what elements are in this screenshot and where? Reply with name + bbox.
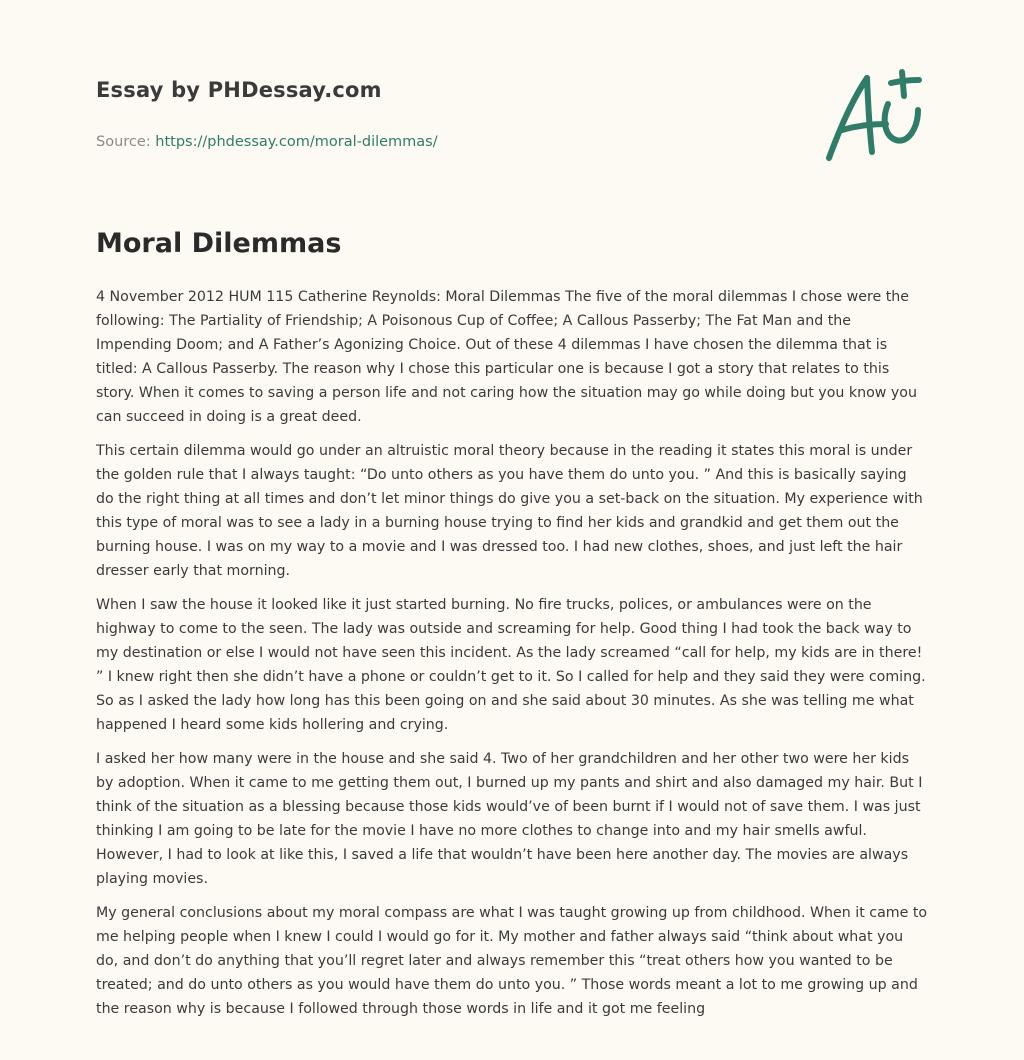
essay-title: Moral Dilemmas	[96, 228, 342, 259]
essay-paragraph: 4 November 2012 HUM 115 Catherine Reynolds: Moral Dilemmas The five of the moral dilemmas I chose were the following: The Partiality of Friendship; A Poisonous Cup of Coffee; A Callous Passerby; The Fat Man and the Impending Doom; and A Father’s Agonizing Choice. Out of these 4 dilemmas I have chosen the dilemma that is titled: A Callous Passerby. The reason why I chose this particular one is because I got a story that relates to this story. When it comes to saving a person life and not caring how the situation may go while doing but you know you can succeed in doing is a great deed.	[96, 289, 917, 425]
source-link[interactable]: https://phdessay.com/moral-dilemmas/	[155, 134, 438, 150]
essay-header	[96, 72, 796, 152]
source-line	[96, 132, 796, 152]
essay-paragraph: I asked her how many were in the house and she said 4. Two of her grandchildren and her other two were her kids by adoption. When it came to me getting them out, I burned up my pants and shirt and also damaged my hair. But I think of the situation as a blessing because those kids would’ve of been burnt if I would not of save them. I was just thinking I am going to be late for the movie I have no more clothes to change into and my hair smells awful. However, I had to look at like this, I saved a life that wouldn’t have been here another day. The movies are always playing movies.	[96, 751, 923, 887]
essay-paragraph: When I saw the house it looked like it just started burning. No fire trucks, polices, or ambulances were on the highway to come to the seen. The lady was outside and screaming for help. Good thing I had took the back way to my destination or else I would not have seen this incident. As the lady screamed “call for help, my kids are in there! ” I knew right then she didn’t have a phone or couldn’t get to it. So I called for help and they said they were coming. So as I asked the lady how long has this been going on and she said about 30 minutes. As she was telling me what happened I heard some kids hollering and crying.	[96, 597, 926, 733]
essay-paragraph: This certain dilemma would go under an altruistic moral theory because in the reading it states this moral is under the golden rule that I always taught: “Do unto others as you have them do unto you. ” And this is basically saying do the right thing at all times and don’t let minor things do give you a set-back on the situation. My experience with this type of moral was to see a lady in a burning house trying to find her kids and grandkid and get them out the burning house. I was on my way to a movie and I was dressed too. I had new clothes, shoes, and just left the hair dresser early that morning.	[96, 443, 923, 579]
site-brand: Essay by PHDessay.com	[96, 78, 382, 102]
essay-paragraph: My general conclusions about my moral compass are what I was taught growing up from childhood. When it came to me helping people when I knew I could I would go for it. My mother and father always said “think about what you do, and don’t do anything that you’ll regret later and always remember this “treat others how you wanted to be treated; and do unto others as you would have them do unto you. ” Those words meant a lot to me growing up and the reason why is because I followed through those words in life and it got me feeling	[96, 905, 928, 1017]
a-plus-grade-icon	[822, 66, 932, 166]
source-label: Source:	[96, 134, 151, 150]
essay-body	[96, 285, 928, 1031]
